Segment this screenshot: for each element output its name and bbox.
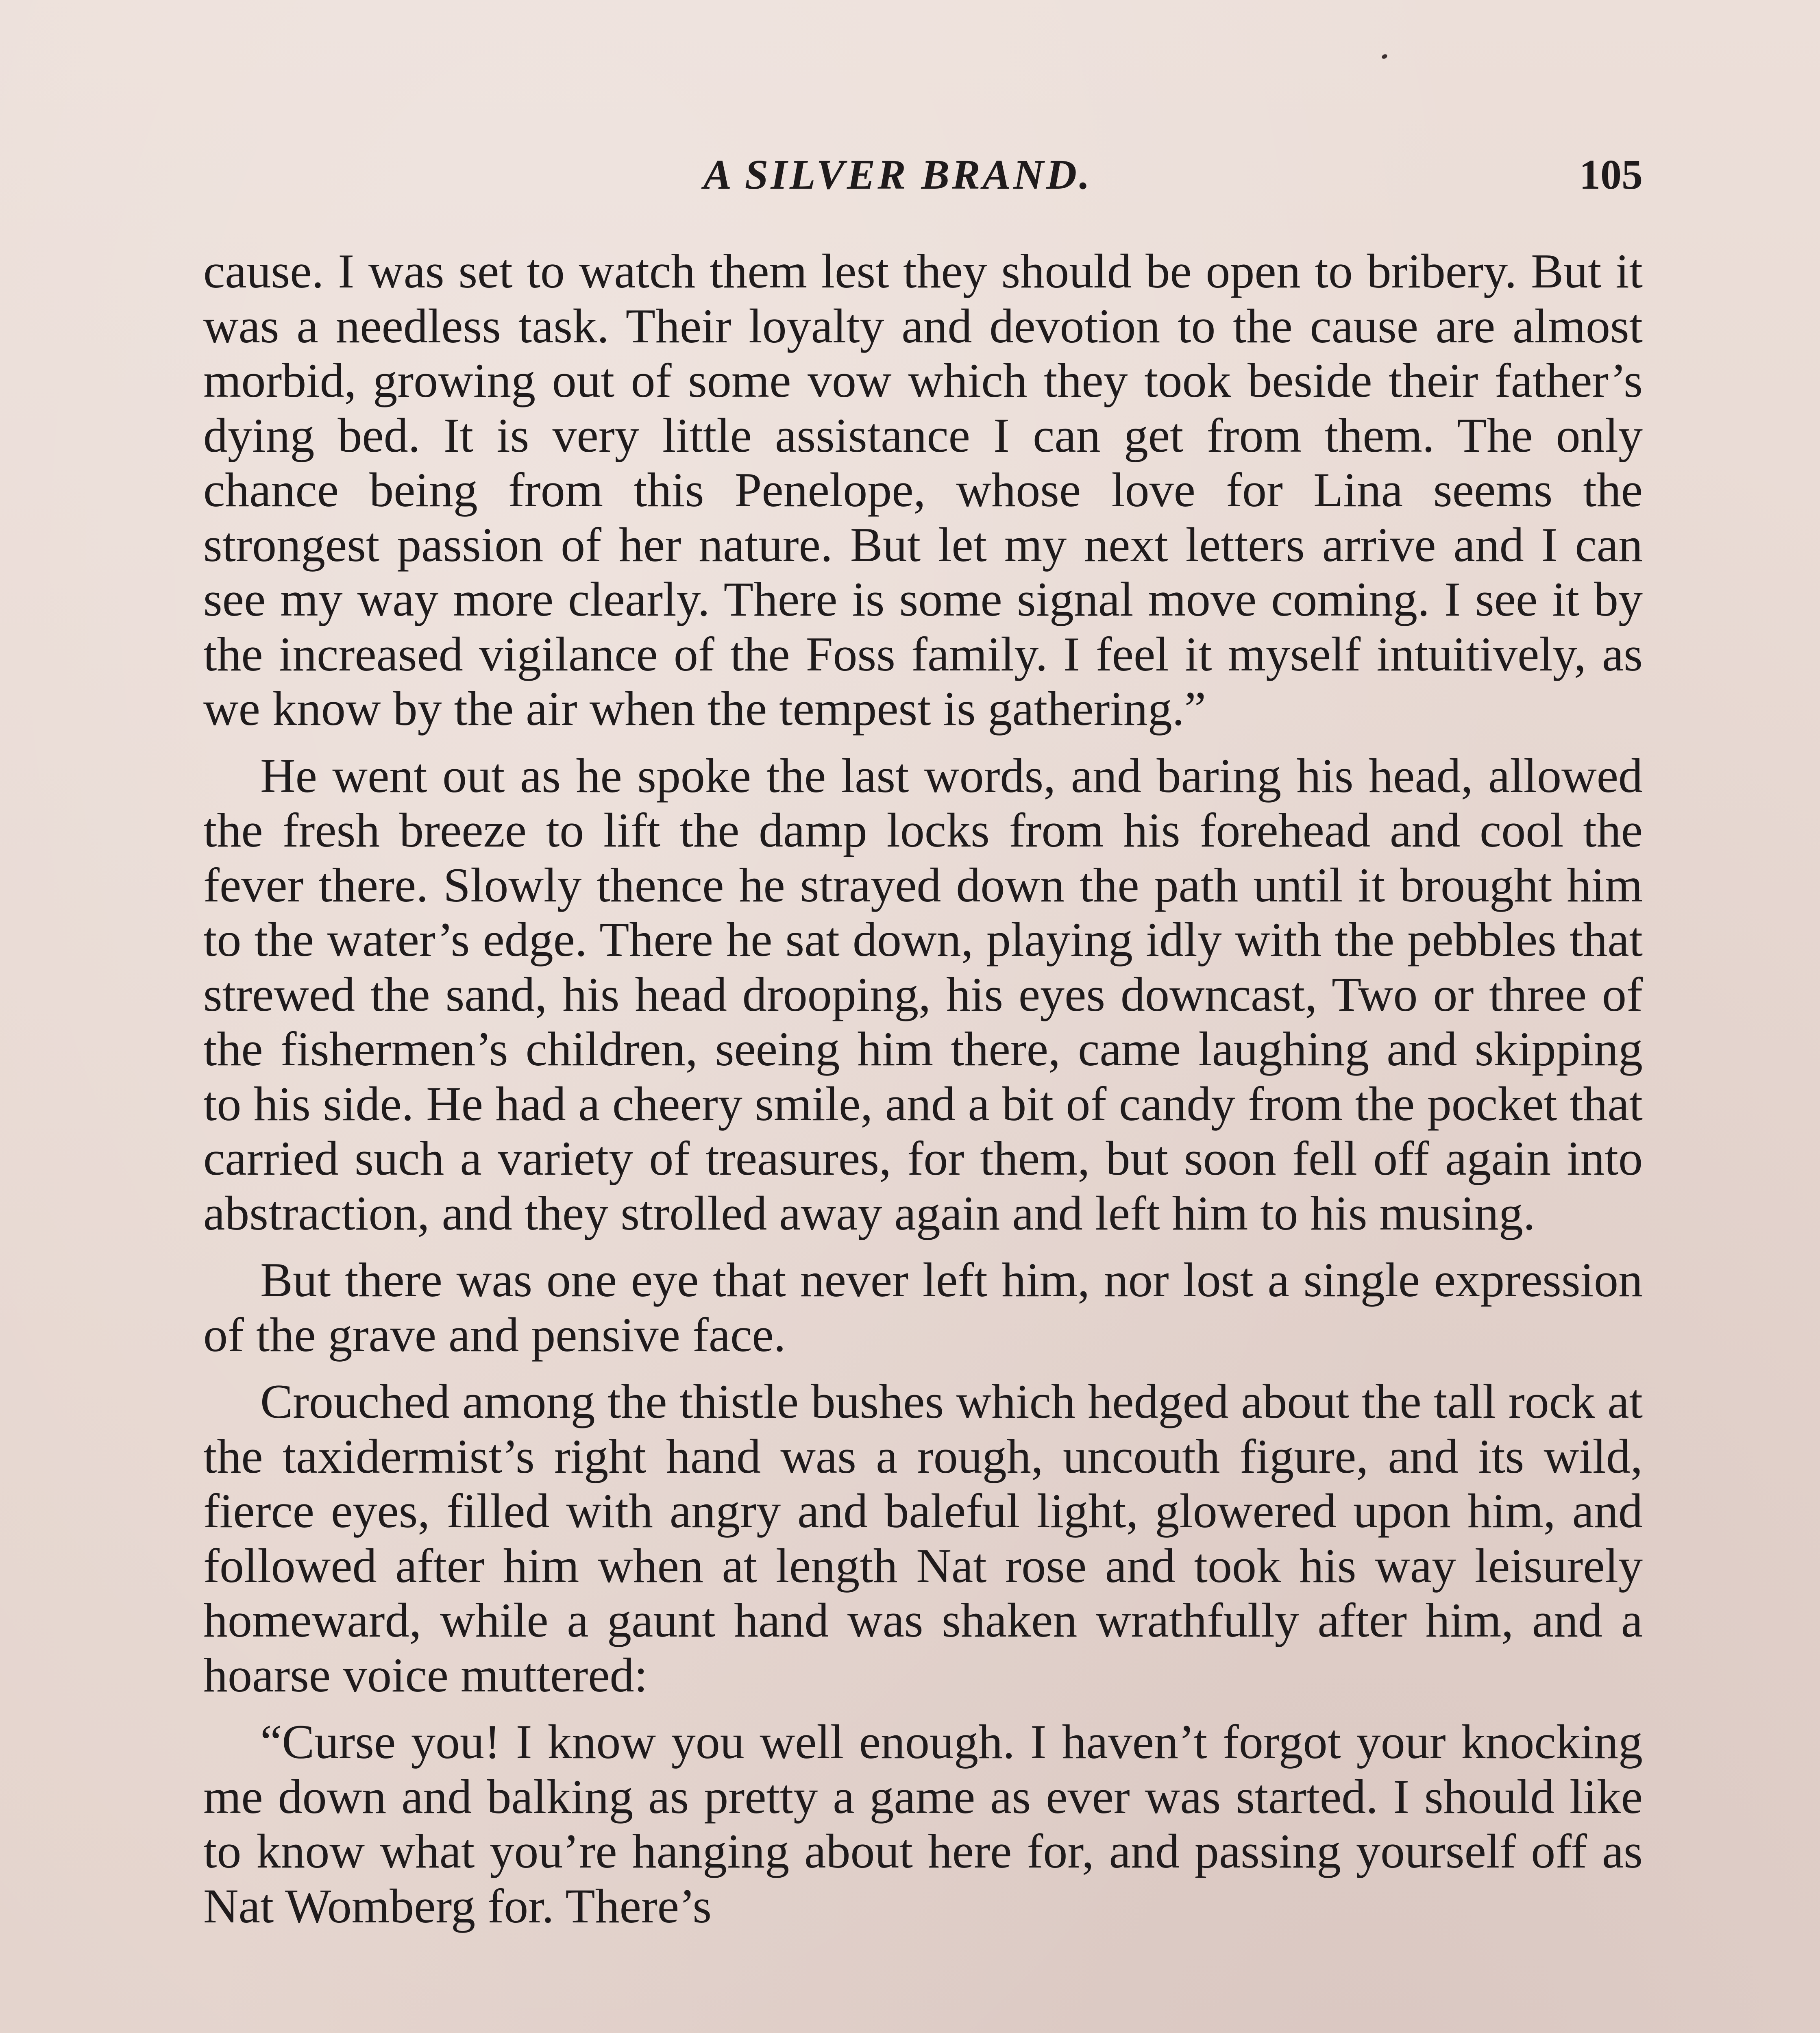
running-title: A SILVER BRAND. <box>703 151 1093 198</box>
paragraph: “Curse you! I know you well enough. I haven’t forgot your knocking me down and balking as pretty a game as ever was started. I should like to know what you’re hanging about here for, and passing yourself off as Nat Womberg for. There’s <box>203 1715 1643 1933</box>
paragraph-continued: cause. I was set to watch them lest they should be open to bribery. But it was a needless task. Their loyalty and devotion to the cause are almost morbid, growing out of some vow which they took beside their father’s dying bed. It is very little assistance I can get from them. The only chance being from this Penelope, whose love for Lina seems the strongest passion of her nature. But let my next letters arrive and I can see my way more clearly. There is some signal move coming. I see it by the increased vigilance of the Foss family. I feel it myself intuitively, as we know by the air when the tempest is gathering.” <box>203 244 1643 736</box>
body-text <box>203 244 1643 1946</box>
paragraph: Crouched among the thistle bushes which hedged about the tall rock at the taxidermist’s right hand was a rough, uncouth figure, and its wild, fierce eyes, filled with angry and baleful light, glowered upon him, and followed after him when at length Nat rose and took his way leisurely homeward, while a gaunt hand was shaken wrathfully after him, and a hoarse voice muttered: <box>203 1374 1643 1702</box>
ink-speck <box>1381 53 1388 60</box>
paragraph: He went out as he spoke the last words, and baring his head, allowed the fresh breeze to lift the damp locks from his forehead and cool the fever there. Slowly thence he strayed down the path until it brought him to the water’s edge. There he sat down, playing idly with the pebbles that strewed the sand, his head drooping, his eyes downcast, Two or three of the fishermen’s children, seeing him there, came laughing and skipping to his side. He had a cheery smile, and a bit of candy from the pocket that carried such a variety of treasures, for them, but soon fell off again into abstraction, and they strolled away again and left him to his musing. <box>203 748 1643 1240</box>
page-number: 105 <box>1579 151 1643 198</box>
page-header <box>203 150 1643 211</box>
paragraph: But there was one eye that never left him, nor lost a single expression of the grave and pensive face. <box>203 1253 1643 1362</box>
